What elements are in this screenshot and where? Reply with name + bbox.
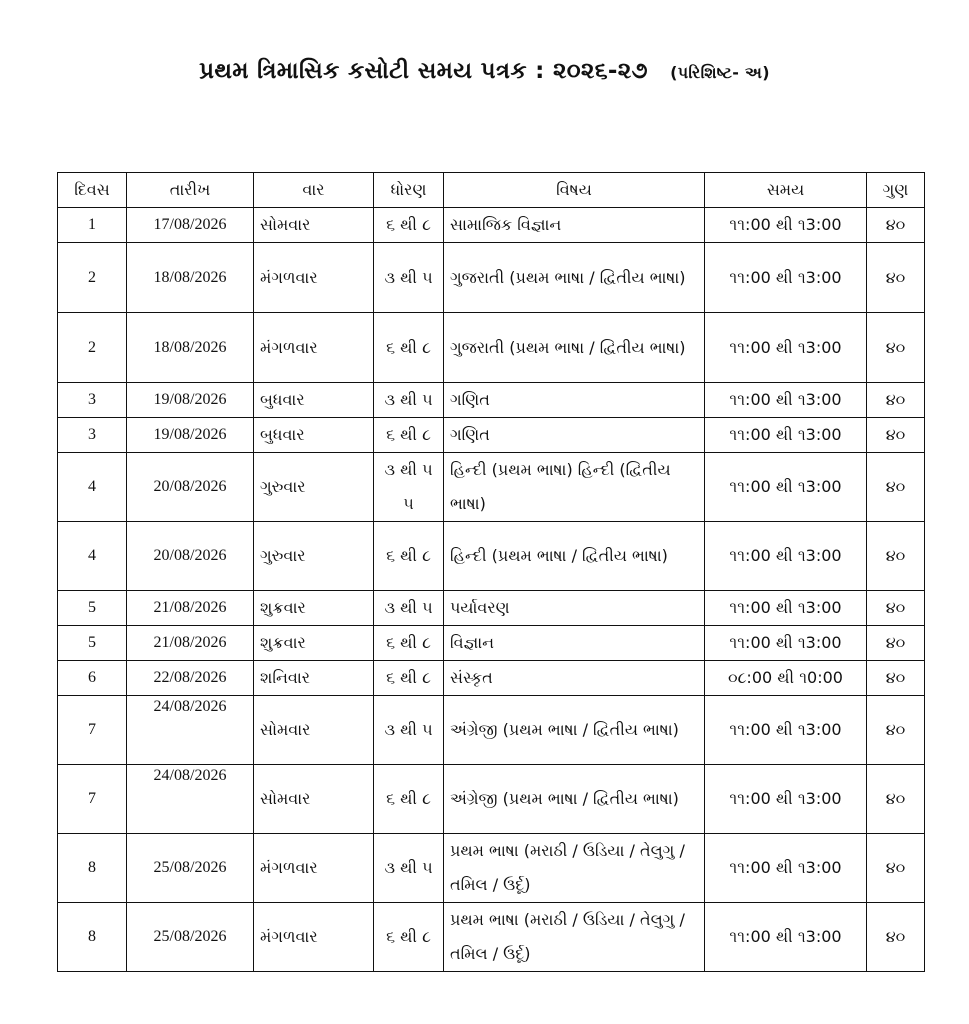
cell-day-no: 7 xyxy=(58,696,127,765)
cell-marks: ૪૦ xyxy=(867,765,925,834)
cell-time: ૧૧:00 થી ૧3:00 xyxy=(705,453,867,522)
cell-weekday: સોમવાર xyxy=(254,208,374,243)
cell-weekday: બુધવાર xyxy=(254,383,374,418)
cell-subject: અંગ્રેજી (પ્રથમ ભાષા / દ્વિતીય ભાષા) xyxy=(444,696,705,765)
cell-day-no: 5 xyxy=(58,591,127,626)
table-row xyxy=(58,208,925,243)
cell-standard: ૩ થી ૫ xyxy=(374,591,444,626)
cell-subject: સામાજિક વિજ્ઞાન xyxy=(444,208,705,243)
cell-weekday: સોમવાર xyxy=(254,696,374,765)
cell-marks: ૪૦ xyxy=(867,313,925,383)
cell-date: 24/08/2026 xyxy=(127,696,254,765)
cell-time: ૧૧:00 થી ૧3:00 xyxy=(705,418,867,453)
cell-day-no: 3 xyxy=(58,418,127,453)
cell-standard: ૬ થી ૮ xyxy=(374,661,444,696)
cell-standard: ૬ થી ૮ xyxy=(374,626,444,661)
table-row xyxy=(58,243,925,313)
cell-time: ૧૧:00 થી ૧3:00 xyxy=(705,903,867,972)
cell-date: 22/08/2026 xyxy=(127,661,254,696)
cell-time: ૧૧:00 થી ૧3:00 xyxy=(705,765,867,834)
cell-standard: ૬ થી ૮ xyxy=(374,765,444,834)
cell-standard: ૬ થી ૮ xyxy=(374,313,444,383)
title-text: પ્રથમ ત્રિમાસિક કસોટી સમય પત્રક : ૨૦૨૬-૨૭ xyxy=(199,58,648,84)
exam-schedule-table xyxy=(57,172,925,972)
cell-date: 25/08/2026 xyxy=(127,834,254,903)
cell-marks: ૪૦ xyxy=(867,661,925,696)
table-row xyxy=(58,418,925,453)
cell-subject: પર્યાવરણ xyxy=(444,591,705,626)
cell-day-no: 5 xyxy=(58,626,127,661)
cell-date: 18/08/2026 xyxy=(127,243,254,313)
cell-subject: અંગ્રેજી (પ્રથમ ભાષા / દ્વિતીય ભાષા) xyxy=(444,765,705,834)
cell-standard: ૬ થી ૮ xyxy=(374,208,444,243)
cell-date: 19/08/2026 xyxy=(127,383,254,418)
header-weekday: વાર xyxy=(254,173,374,208)
header-day-no: દિવસ xyxy=(58,173,127,208)
cell-weekday: શુક્રવાર xyxy=(254,626,374,661)
header-standard: ધોરણ xyxy=(374,173,444,208)
cell-day-no: 8 xyxy=(58,903,127,972)
cell-standard: ૬ થી ૮ xyxy=(374,522,444,591)
cell-day-no: 2 xyxy=(58,243,127,313)
cell-subject: હિન્દી (પ્રથમ ભાષા) હિન્દી (દ્વિતીય ભાષા) xyxy=(444,453,705,522)
cell-subject: ગુજરાતી (પ્રથમ ભાષા / દ્વિતીય ભાષા) xyxy=(444,243,705,313)
cell-marks: ૪૦ xyxy=(867,591,925,626)
cell-date: 19/08/2026 xyxy=(127,418,254,453)
cell-standard: ૬ થી ૮ xyxy=(374,418,444,453)
header-time: સમય xyxy=(705,173,867,208)
cell-time: ૦૮:00 થી ૧0:00 xyxy=(705,661,867,696)
cell-marks: ૪૦ xyxy=(867,243,925,313)
cell-date: 21/08/2026 xyxy=(127,626,254,661)
cell-day-no: 3 xyxy=(58,383,127,418)
cell-subject: ગણિત xyxy=(444,383,705,418)
cell-weekday: ગુરુવાર xyxy=(254,453,374,522)
cell-standard: ૩ થી ૫ xyxy=(374,834,444,903)
table-row xyxy=(58,453,925,522)
cell-time: ૧૧:00 થી ૧3:00 xyxy=(705,522,867,591)
cell-time: ૧૧:00 થી ૧3:00 xyxy=(705,383,867,418)
cell-time: ૧૧:00 થી ૧3:00 xyxy=(705,696,867,765)
cell-standard: ૩ થી ૫ xyxy=(374,696,444,765)
cell-date: 20/08/2026 xyxy=(127,453,254,522)
header-date: તારીખ xyxy=(127,173,254,208)
cell-subject: સંસ્કૃત xyxy=(444,661,705,696)
cell-weekday: બુધવાર xyxy=(254,418,374,453)
table-row xyxy=(58,661,925,696)
page-title xyxy=(0,58,969,84)
cell-time: ૧૧:00 થી ૧3:00 xyxy=(705,834,867,903)
cell-date: 24/08/2026 xyxy=(127,765,254,834)
cell-subject: વિજ્ઞાન xyxy=(444,626,705,661)
cell-date: 18/08/2026 xyxy=(127,313,254,383)
table-row xyxy=(58,313,925,383)
cell-day-no: 6 xyxy=(58,661,127,696)
table-row xyxy=(58,522,925,591)
cell-marks: ૪૦ xyxy=(867,453,925,522)
cell-subject: પ્રથમ ભાષા (મરાઠી / ઉડિયા / તેલુગુ / તમિલ / ઉર્દૂ) xyxy=(444,903,705,972)
table-row xyxy=(58,591,925,626)
cell-marks: ૪૦ xyxy=(867,418,925,453)
cell-weekday: શનિવાર xyxy=(254,661,374,696)
cell-subject: ગુજરાતી (પ્રથમ ભાષા / દ્વિતીય ભાષા) xyxy=(444,313,705,383)
cell-marks: ૪૦ xyxy=(867,696,925,765)
table-row xyxy=(58,834,925,903)
cell-weekday: મંગળવાર xyxy=(254,243,374,313)
cell-weekday: મંગળવાર xyxy=(254,903,374,972)
table-row xyxy=(58,383,925,418)
table-row xyxy=(58,903,925,972)
cell-time: ૧૧:00 થી ૧3:00 xyxy=(705,243,867,313)
cell-date: 25/08/2026 xyxy=(127,903,254,972)
title-appendix-label: (પરિશિષ્ટ- અ) xyxy=(670,63,770,82)
cell-marks: ૪૦ xyxy=(867,208,925,243)
cell-weekday: સોમવાર xyxy=(254,765,374,834)
header-marks: ગુણ xyxy=(867,173,925,208)
cell-subject: હિન્દી (પ્રથમ ભાષા / દ્વિતીય ભાષા) xyxy=(444,522,705,591)
cell-standard: ૩ થી ૫ ૫ xyxy=(374,453,444,522)
cell-marks: ૪૦ xyxy=(867,834,925,903)
cell-date: 20/08/2026 xyxy=(127,522,254,591)
cell-day-no: 7 xyxy=(58,765,127,834)
cell-standard: ૬ થી ૮ xyxy=(374,903,444,972)
cell-subject: પ્રથમ ભાષા (મરાઠી / ઉડિયા / તેલુગુ / તમિલ / ઉર્દૂ) xyxy=(444,834,705,903)
table-header-row xyxy=(58,173,925,208)
cell-day-no: 1 xyxy=(58,208,127,243)
cell-marks: ૪૦ xyxy=(867,383,925,418)
cell-weekday: શુક્રવાર xyxy=(254,591,374,626)
table-row xyxy=(58,626,925,661)
cell-day-no: 4 xyxy=(58,522,127,591)
cell-standard: ૩ થી ૫ xyxy=(374,243,444,313)
cell-day-no: 4 xyxy=(58,453,127,522)
cell-weekday: મંગળવાર xyxy=(254,834,374,903)
cell-time: ૧૧:00 થી ૧3:00 xyxy=(705,208,867,243)
cell-weekday: ગુરુવાર xyxy=(254,522,374,591)
cell-marks: ૪૦ xyxy=(867,626,925,661)
cell-time: ૧૧:00 થી ૧3:00 xyxy=(705,591,867,626)
table-row xyxy=(58,696,925,765)
header-subject: વિષય xyxy=(444,173,705,208)
cell-marks: ૪૦ xyxy=(867,903,925,972)
cell-date: 21/08/2026 xyxy=(127,591,254,626)
cell-day-no: 8 xyxy=(58,834,127,903)
cell-time: ૧૧:00 થી ૧3:00 xyxy=(705,313,867,383)
table-row xyxy=(58,765,925,834)
cell-subject: ગણિત xyxy=(444,418,705,453)
cell-weekday: મંગળવાર xyxy=(254,313,374,383)
cell-day-no: 2 xyxy=(58,313,127,383)
cell-time: ૧૧:00 થી ૧3:00 xyxy=(705,626,867,661)
cell-date: 17/08/2026 xyxy=(127,208,254,243)
cell-standard: ૩ થી ૫ xyxy=(374,383,444,418)
cell-marks: ૪૦ xyxy=(867,522,925,591)
table-body xyxy=(58,208,925,972)
